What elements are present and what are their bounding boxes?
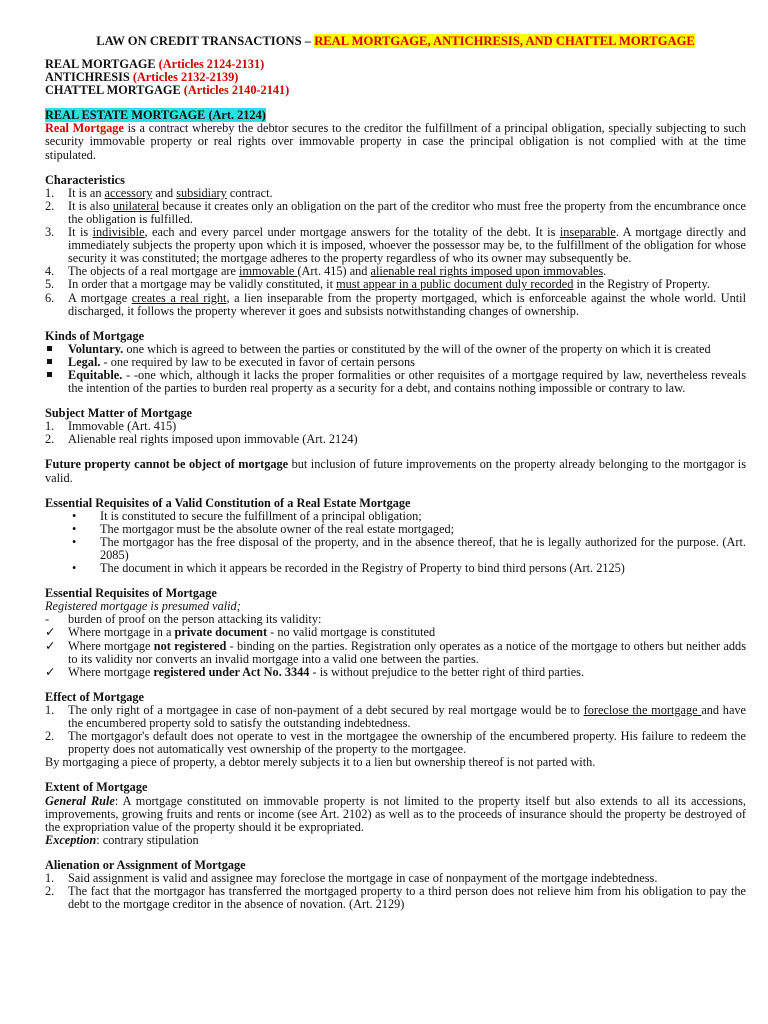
header-prefix: LAW ON CREDIT TRANSACTIONS – bbox=[96, 34, 315, 48]
list-item: 1. The only right of a mortgagee in case of non-payment of a debt secured by real mortgage would be to foreclose the mortgage and have the encumbered property sold to satisfy the outstanding indebtedness. bbox=[45, 702, 747, 731]
list-item: ✓ Where mortgage registered under Act No. 3344 - is without prejudice to the better right of third parties. bbox=[45, 664, 585, 679]
kinds-heading: Kinds of Mortgage bbox=[45, 328, 145, 343]
alienation-heading: Alienation or Assignment of Mortgage bbox=[45, 857, 246, 872]
list-item: - burden of proof on the person attacking its validity: bbox=[45, 612, 322, 627]
square-bullet-icon bbox=[47, 346, 52, 351]
list-item: • It is constituted to secure the fulfillment of a principal obligation; bbox=[72, 508, 422, 523]
toc-item: REAL MORTGAGE (Articles 2124-2131) bbox=[45, 57, 265, 71]
constitution-heading: Essential Requisites of a Valid Constitution of a Real Estate Mortgage bbox=[45, 495, 411, 510]
list-item: Voluntary. one which is agreed to between the parties or constituted by the will of the owner of the property on which it is created bbox=[45, 343, 746, 356]
list-item: 1. Immovable (Art. 415) bbox=[45, 419, 177, 434]
extent-heading: Extent of Mortgage bbox=[45, 780, 148, 795]
list-item: 1. Said assignment is valid and assignee may foreclose the mortgage in case of nonpayment of the mortgage indebtedness. bbox=[45, 870, 658, 885]
list-item: • The document in which it appears be recorded in the Registry of Property to bind third persons (Art. 2125) bbox=[72, 561, 625, 576]
list-item: Legal. - one required by law to be executed in favor of certain persons bbox=[45, 356, 746, 369]
characteristics-list bbox=[45, 187, 746, 318]
checkmark-icon: ✓ bbox=[45, 638, 56, 653]
constitution-list bbox=[45, 510, 746, 575]
list-item: • The mortgagor has the free disposal of the property, and in the absence thereof, that he is legally authorized for the purpose. (Art. 2085) bbox=[72, 534, 746, 562]
list-item: ✓ Where mortgage in a private document - no valid mortgage is constituted bbox=[45, 625, 436, 640]
header-highlight: REAL MORTGAGE, ANTICHRESIS, AND CHATTEL MORTGAGE bbox=[314, 34, 695, 48]
list-item: 2. The fact that the mortgagor has transferred the mortgaged property to a third person does not relieve him from his obligation to pay the debt to the mortgage creditor in the absence of novation. (Art. 2129) bbox=[45, 884, 746, 912]
list-item: 3. It is indivisible, each and every parcel under mortgage answers for the totality of the debt. It is inseparable. A mortgage directly and immediately subjects the property upon which it is imposed, whoever the possessor may be, to the fulfillment of the obligation for whose security it was constituted; the mortgage adheres to the property regardless of who its owner may subsequently be. bbox=[45, 225, 746, 266]
list-item: 6. A mortgage creates a real right, a lien inseparable from the property mortgaged, which is enforceable against the whole world. Until discharged, it follows the property wherever it goes and subsists notwithstanding changes of ownership. bbox=[45, 290, 746, 318]
list-item: 1. It is an accessory and subsidiary contract. bbox=[45, 185, 273, 200]
future-property-paragraph: Future property cannot be object of mortgage but inclusion of future improvements on the property already belonging to the mortgagor is valid. bbox=[45, 457, 747, 485]
effect-heading: Effect of Mortgage bbox=[45, 689, 145, 704]
document-header bbox=[45, 34, 746, 49]
toc-item: ANTICHRESIS (Articles 2132-2139) bbox=[45, 70, 239, 85]
definition-paragraph: Real Mortgage is a contract whereby the debtor secures to the creditor the fulfillment of a principal obligation, specially subjecting to such security immovable property or real rights over immovable property in case the principal obligation is not complied with at the time stipulated. bbox=[45, 121, 746, 162]
list-item: Equitable. - -one which, although it lacks the proper formalities or other requisites of a mortgage required by law, nevertheless reveals the intention of the parties to burden real property as a security for a debt, and contains nothing impossible or contrary to law. bbox=[45, 369, 746, 395]
list-item: 2. The mortgagor's default does not operate to vest in the mortgagee the ownership of the encumbered property. His failure to redeem the property does not automatically vest ownership of the property to the mortgagee. bbox=[45, 729, 746, 757]
section-title: REAL ESTATE MORTGAGE (Art. 2124) bbox=[45, 108, 266, 123]
square-bullet-icon bbox=[47, 372, 52, 377]
requisites-heading: Essential Requisites of Mortgage bbox=[45, 586, 217, 601]
list-item: • The mortgagor must be the absolute owner of the real estate mortgaged; bbox=[72, 521, 455, 536]
kinds-list bbox=[45, 343, 746, 395]
list-item: ✓ Where mortgage not registered - binding on the parties. Registration only operates as a notice of the mortgage to others but neither adds to its validity nor converts an invalid mortgage into a valid one between the parties. bbox=[45, 638, 746, 666]
subject-heading: Subject Matter of Mortgage bbox=[45, 406, 192, 421]
extent-exception: Exception: contrary stipulation bbox=[45, 832, 199, 847]
requisites-italic: Registered mortgage is presumed valid; bbox=[45, 599, 241, 614]
checkmark-icon: ✓ bbox=[45, 625, 56, 640]
checkmark-icon: ✓ bbox=[45, 664, 56, 679]
list-item: 4. The objects of a real mortgage are immovable (Art. 415) and alienable real rights imposed upon immovables. bbox=[45, 264, 607, 279]
list-item: 2. Alienable real rights imposed upon immovable (Art. 2124) bbox=[45, 432, 358, 447]
toc-item: CHATTEL MORTGAGE (Articles 2140-2141) bbox=[45, 83, 290, 98]
list-item: 2. It is also unilateral because it creates only an obligation on the part of the creditor who must free the property from the encumbrance once the obligation is fulfilled. bbox=[45, 198, 746, 226]
effect-tail: By mortgaging a piece of property, a debtor merely subjects it to a lien but ownership thereof is not parted with. bbox=[45, 755, 596, 770]
list-item: 5. In order that a mortgage may be validly constituted, it must appear in a public document duly recorded in the Registry of Property. bbox=[45, 277, 710, 292]
toc bbox=[45, 58, 746, 97]
square-bullet-icon bbox=[47, 359, 52, 364]
subject-list bbox=[45, 420, 746, 446]
characteristics-heading: Characteristics bbox=[45, 172, 125, 187]
extent-rule: General Rule: A mortgage constituted on immovable property is not limited to the property itself but also extends to all its accessions, improvements, growing fruits and rents or income (see Art. 2102) as well as to the proceeds of insurance should the property be destroyed of the expropriation value of the property should it be expropriated. bbox=[45, 793, 746, 834]
